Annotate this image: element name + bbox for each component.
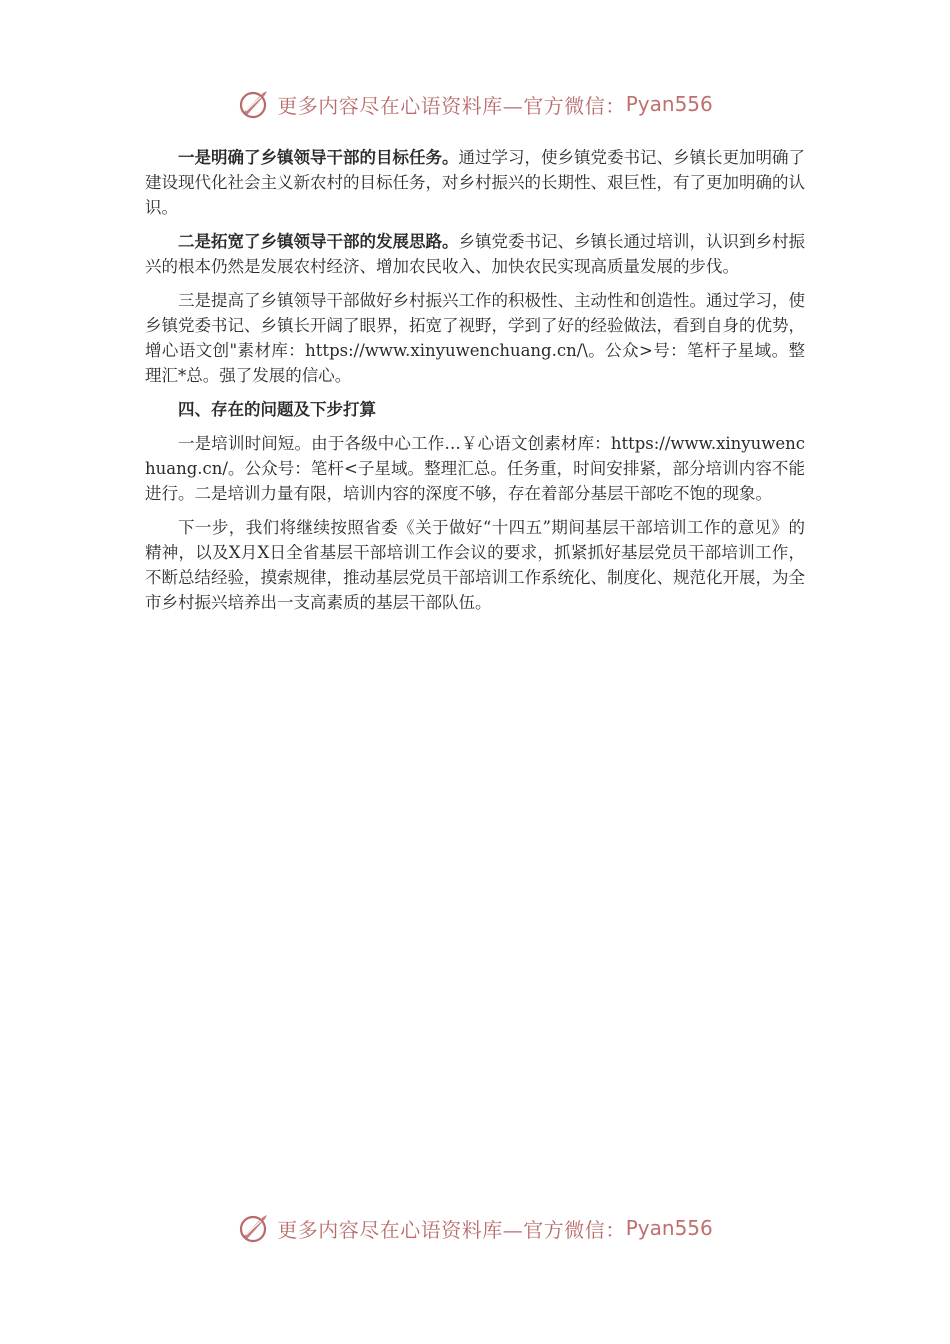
paragraph-text: 通过学习，使乡镇党委书记、乡镇长更加明确了建设现代化社会主义新农村的目标任务，对乡村振兴的长期性、艰巨性，有了更加明确的认识。	[145, 148, 805, 217]
paragraph-lead: 二是拓宽了乡镇领导干部的发展思路。	[178, 232, 459, 251]
watermark-text: 更多内容尽在心语资料库—官方微信：	[277, 93, 626, 118]
section-paragraph-1: 一是培训时间短。由于各级中心工作…￥心语文创素材库：https://www.xinyuwenchuang.cn/。公众号：笔杆<子星域。整理汇总。任务重，时间安排紧，部分培训内容不能进行。二是培训力量有限，培训内容的深度不够，存在着部分基层干部吃不饱的现象。	[145, 434, 805, 503]
paragraph-lead: 一是明确了乡镇领导干部的目标任务。	[178, 148, 459, 167]
quill-logo-icon	[237, 1211, 271, 1245]
paragraph-text: 三是提高了乡镇领导干部做好乡村振兴工作的积极性、主动性和创造性。通过学习，使乡镇党委书记、乡镇长开阔了眼界，拓宽了视野，学到了好的经验做法，看到自身的优势，增心语文创"素材库：https://www.xinyuwenchuang.cn/\。公众>号：笔杆子星域。整理汇*总。强了发展的信心。	[145, 291, 805, 385]
paragraph-1	[145, 145, 805, 220]
watermark-wechat-id: Pyan556	[625, 1216, 713, 1240]
section-heading: 四、存在的问题及下步打算	[178, 400, 376, 419]
paragraph-3	[145, 288, 805, 388]
header-watermark	[0, 84, 950, 124]
quill-logo-icon	[237, 87, 271, 121]
paragraph-text: 乡镇党委书记、乡镇长通过培训，认识到乡村振兴的根本仍然是发展农村经济、增加农民收入、加快农民实现高质量发展的步伐。	[145, 232, 805, 276]
paragraph-2	[145, 229, 805, 279]
watermark-wechat-id: Pyan556	[625, 92, 713, 116]
footer-watermark	[0, 1208, 950, 1248]
watermark-text: 更多内容尽在心语资料库—官方微信：	[277, 1217, 626, 1242]
document-body	[145, 145, 805, 624]
section-paragraph-2: 下一步，我们将继续按照省委《关于做好“十四五”期间基层干部培训工作的意见》的精神，以及X月X日全省基层干部培训工作会议的要求，抓紧抓好基层党员干部培训工作，不断总结经验，摸索规律，推动基层党员干部培训工作系统化、制度化、规范化开展，为全市乡村振兴培养出一支高素质的基层干部队伍。	[145, 518, 805, 612]
